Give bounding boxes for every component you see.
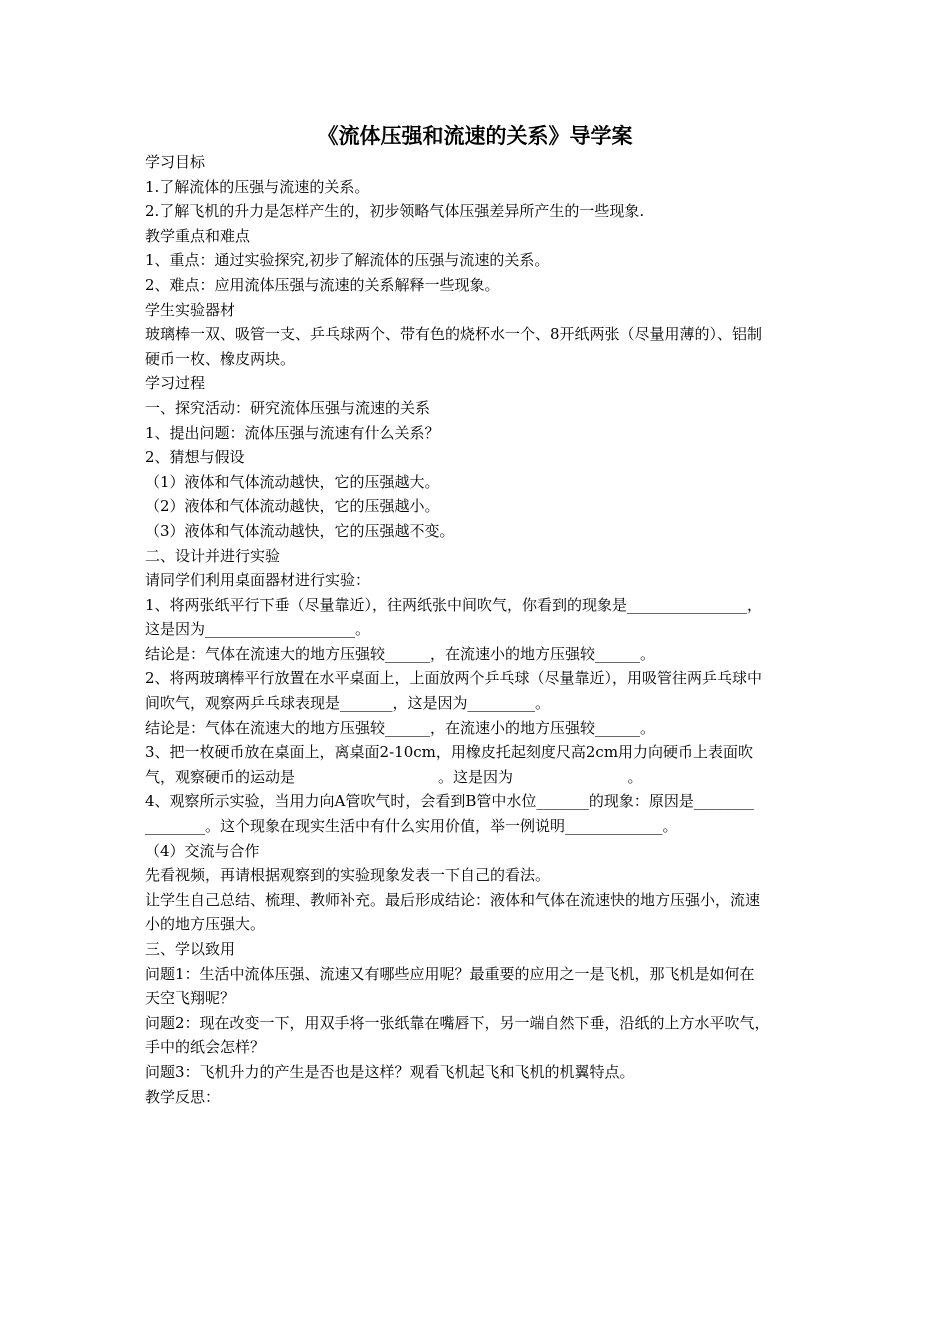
- text-line: 三、学以致用: [145, 940, 236, 958]
- document-body: [145, 150, 809, 1109]
- text-line: 一、探究活动：研究流体压强与流速的关系: [145, 398, 431, 417]
- text-line: ________。这个现象在现实生活中有什么实用价值，举一例说明_____________。: [145, 817, 678, 836]
- text-line: 学生实验器材: [145, 300, 236, 319]
- text-line: 问题1：生活中流体压强、流速又有哪些应用呢？最重要的应用之一是飞机，那飞机是如何在: [145, 964, 755, 983]
- text-line: （2）液体和气体流动越快，它的压强越小。: [145, 497, 440, 516]
- text-line: 教学反思：: [145, 1087, 221, 1106]
- text-line: 学习目标: [145, 153, 206, 171]
- text-line: 1、重点：通过实验探究,初步了解流体的压强与流速的关系。: [145, 251, 550, 270]
- text-line: 2、将两玻璃棒平行放置在水平桌面上，上面放两个乒乓球（尽量靠近），用吸管往两乒乓球中: [145, 669, 763, 688]
- text-line: 问题3：飞机升力的产生是否也是这样？观看飞机起飞和飞机的机翼特点。: [145, 1062, 635, 1081]
- text-line: （3）液体和气体流动越快，它的压强越不变。: [145, 521, 455, 540]
- text-line: 2.了解飞机的升力是怎样产生的，初步领略气体压强差异所产生的一些现象.: [145, 202, 645, 221]
- text-line: 1、将两张纸平行下垂（尽量靠近），往两纸张中间吹气，你看到的现象是________________，: [145, 595, 763, 614]
- text-line: 二、设计并进行实验: [145, 546, 281, 565]
- text-line: 天空飞翔呢？: [145, 989, 236, 1008]
- text-line: 3、把一枚硬币放在桌面上，离桌面2-10cm，用橡皮托起刻度尺高2cm用力向硬币上表面吹: [145, 743, 754, 762]
- text-line: 气，观察硬币的运动是 。这是因为 。: [145, 767, 643, 786]
- text-line: 4、观察所示实验，当用力向A管吹气时，会看到B管中水位_______的现象：原因是________: [145, 792, 754, 811]
- text-line: （4）交流与合作: [145, 841, 260, 860]
- text-line: 这是因为____________________。: [145, 620, 371, 639]
- text-line: 结论是：气体在流速大的地方压强较______，在流速小的地方压强较______。: [145, 644, 656, 663]
- text-line: 先看视频，再请根据观察到的实验现象发表一下自己的看法。: [145, 866, 551, 885]
- document-title: 《流体压强和流速的关系》导学案: [317, 124, 633, 148]
- text-line: 让学生自己总结、梳理、教师补充。最后形成结论：液体和气体在流速快的地方压强小，流速: [145, 890, 761, 909]
- text-line: 间吹气，观察两乒乓球表现是_______，这是因为_________。: [145, 694, 551, 713]
- text-line: 学习过程: [145, 374, 206, 393]
- text-line: （1）液体和气体流动越快，它的压强越大。: [145, 472, 440, 491]
- text-line: 硬币一枚、橡皮两块。: [145, 349, 296, 368]
- text-line: 小的地方压强大。: [145, 915, 266, 934]
- text-line: 结论是：气体在流速大的地方压强较______，在流速小的地方压强较______。: [145, 718, 656, 737]
- text-line: 手中的纸会怎样？: [145, 1038, 266, 1057]
- text-line: 1.了解流体的压强与流速的关系。: [145, 177, 370, 196]
- text-line: 教学重点和难点: [145, 226, 251, 245]
- text-line: 请同学们利用桌面器材进行实验：: [145, 571, 371, 590]
- text-line: 2、猜想与假设: [145, 448, 245, 467]
- text-line: 问题2：现在改变一下，用双手将一张纸靠在嘴唇下，另一端自然下垂，沿纸的上方水平吹气，: [145, 1013, 770, 1032]
- text-line: 1、提出问题：流体压强与流速有什么关系？: [145, 423, 440, 442]
- text-line: 玻璃棒一双、吸管一支、乒乓球两个、带有色的烧杯水一个、8开纸两张（尽量用薄的）、铝制: [145, 325, 763, 344]
- text-line: 2、难点：应用流体压强与流速的关系解释一些现象。: [145, 275, 500, 294]
